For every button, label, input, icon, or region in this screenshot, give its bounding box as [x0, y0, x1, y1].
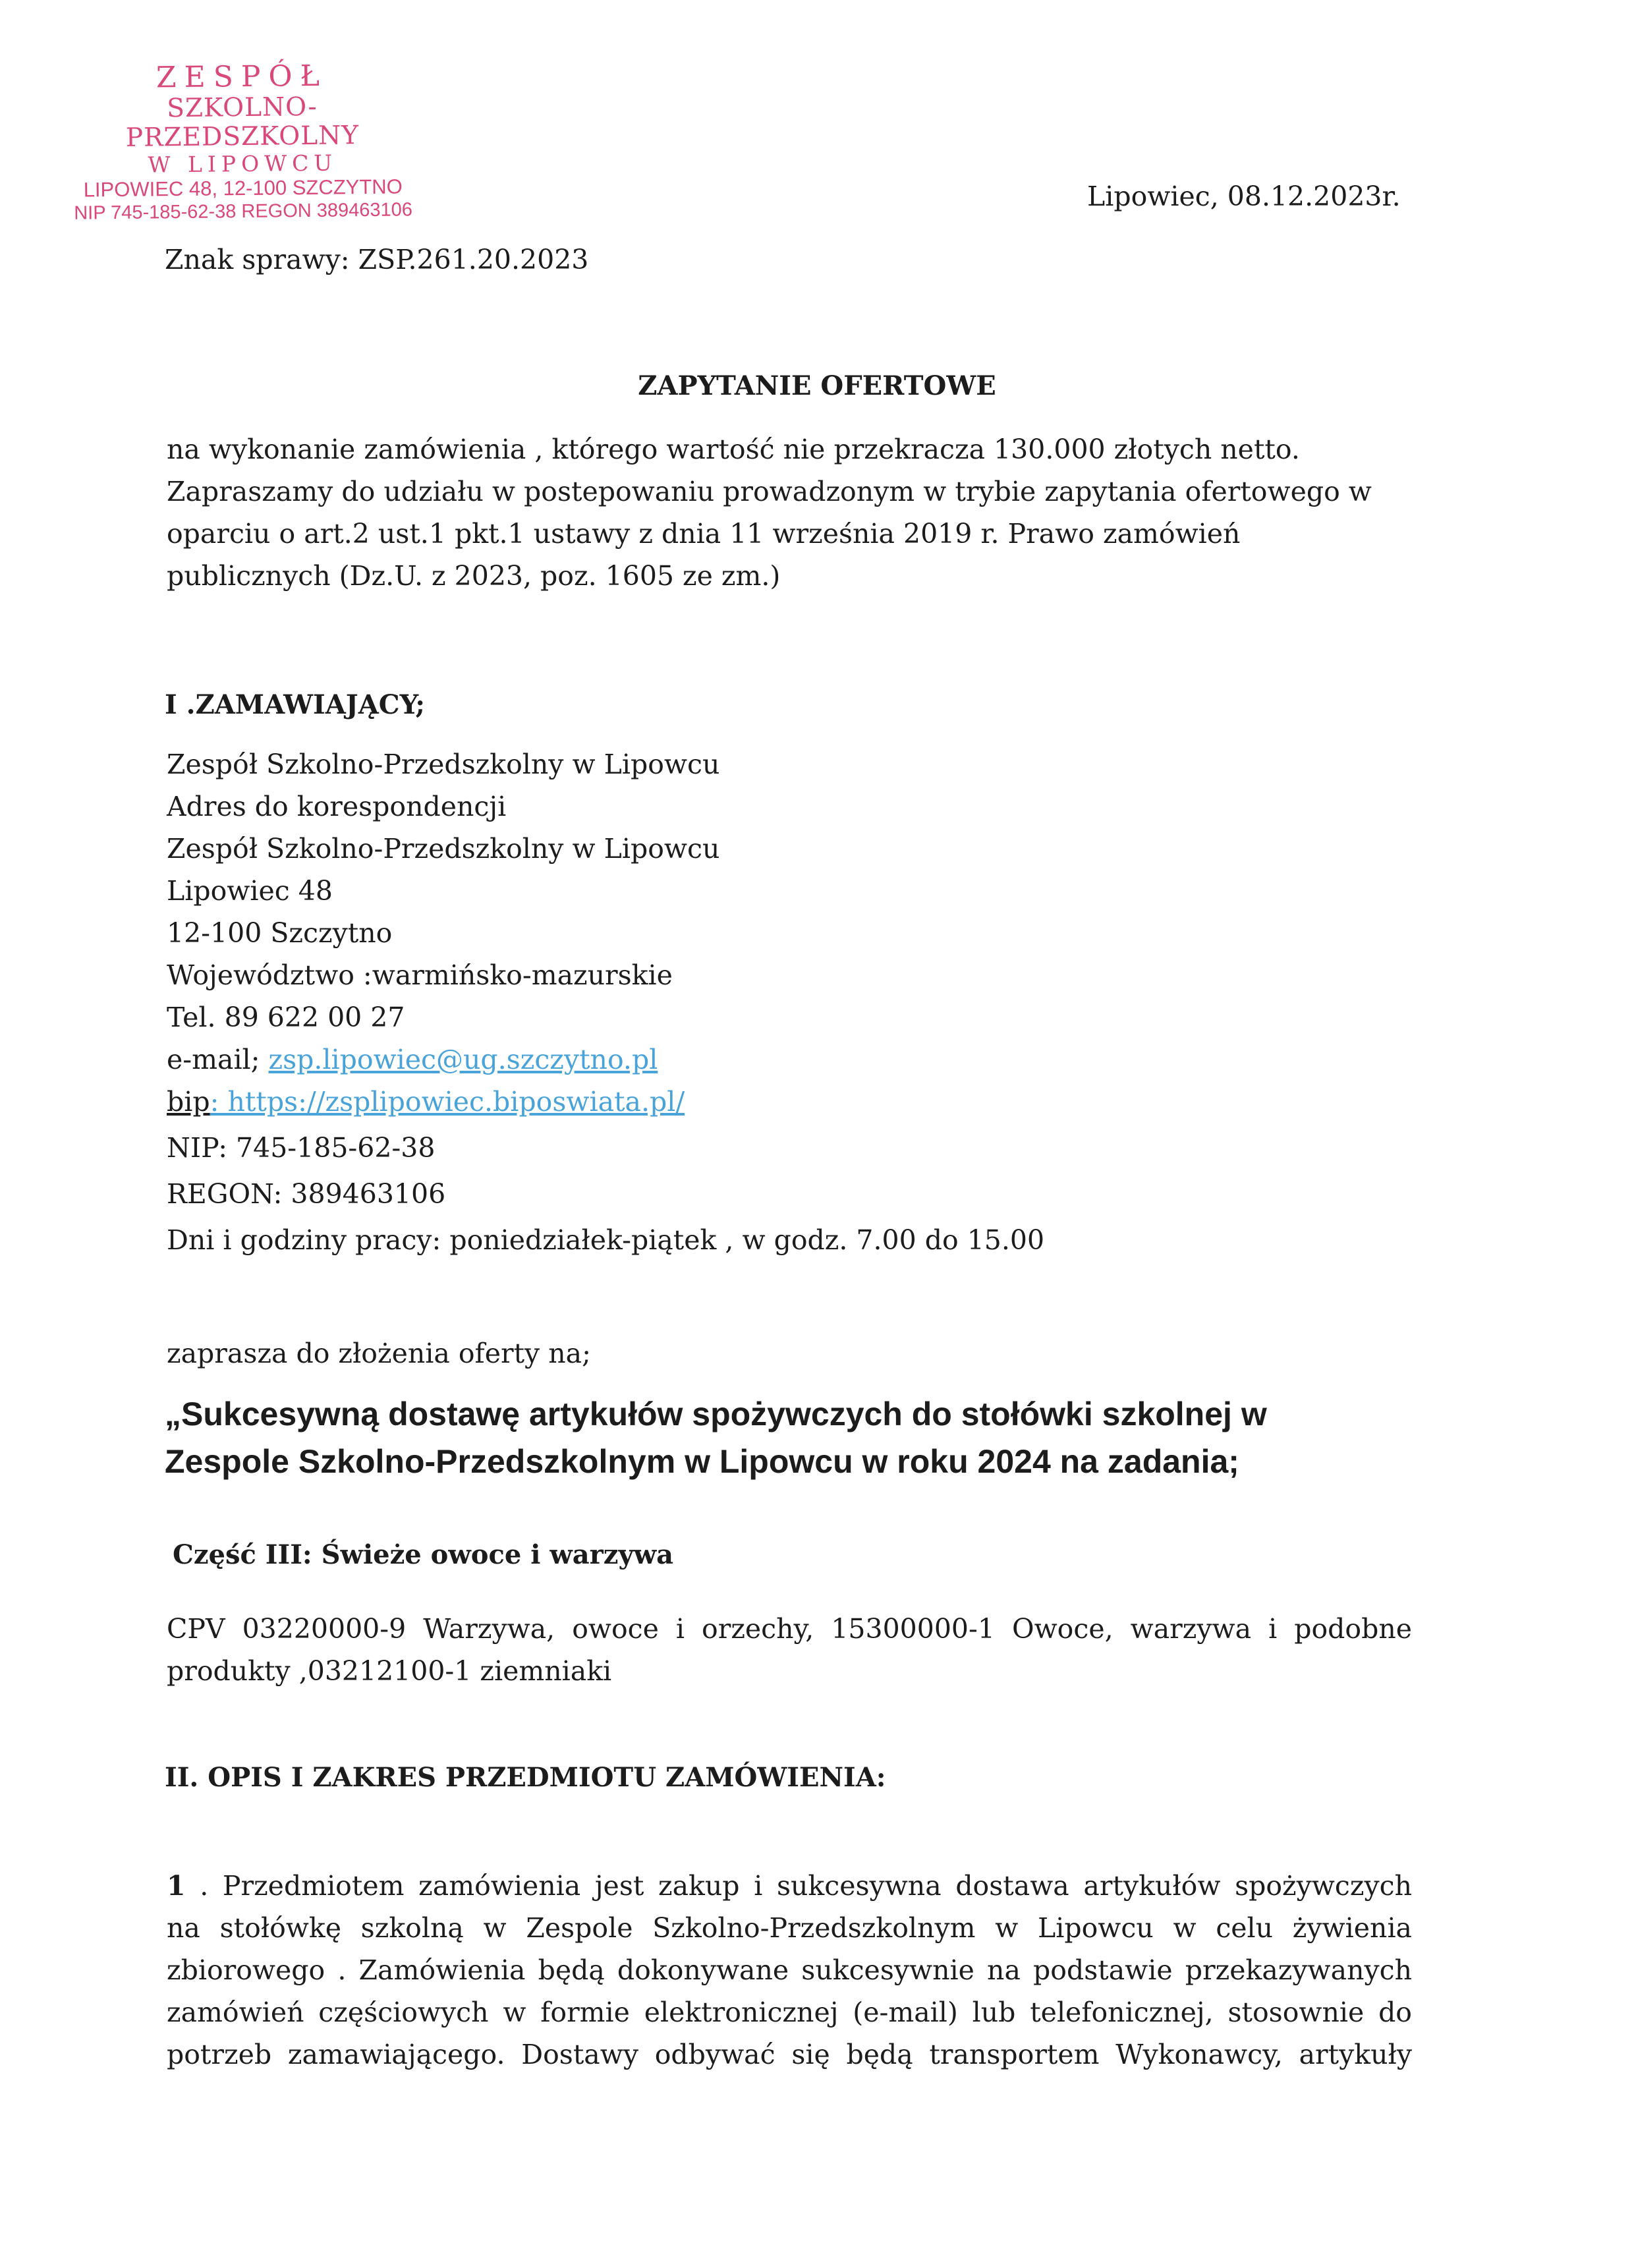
stamp-line-1: ZESPÓŁ: [155, 59, 328, 95]
intro-line: publicznych (Dz.U. z 2023, poz. 1605 ze zm.): [167, 560, 781, 592]
intro-line: oparciu o art.2 ust.1 pkt.1 ustawy z dnia 11 września 2019 r. Prawo zamówień: [167, 518, 1241, 550]
paragraph-line: zamówień częściowych w formie elektronicznej (e-mail) lub telefonicznej, stosownie do: [167, 1997, 1412, 2028]
stamp-line-4: LIPOWIEC 48, 12-100 SZCZYTNO: [83, 175, 403, 202]
nip: NIP: 745-185-62-38: [167, 1132, 436, 1164]
paragraph-line: [167, 1865, 1412, 1907]
section-2-heading: II. OPIS I ZAKRES PRZEDMIOTU ZAMÓWIENIA:: [165, 1762, 886, 1793]
order-subject: [165, 1390, 1267, 1485]
paragraph-line: potrzeb zamawiającego. Dostawy odbywać się będą transportem Wykonawcy, artykuły: [167, 2039, 1412, 2070]
paragraph-line: zbiorowego . Zamówienia będą dokonywane sukcesywnie na podstawie przekazywanych: [167, 1954, 1412, 1986]
section-2-paragraph: [167, 1865, 1412, 2076]
cpv-line: produkty ,03212100-1 ziemniaki: [167, 1655, 612, 1687]
subject-line: Zespole Szkolno-Przedszkolnym w Lipowcu w roku 2024 na zadania;: [165, 1443, 1239, 1480]
address-postal: 12-100 Szczytno: [167, 917, 393, 949]
address-street: Lipowiec 48: [167, 875, 333, 907]
school-stamp: [57, 59, 428, 225]
intro-paragraph: [167, 428, 1412, 597]
bip-label: bip: [167, 1086, 210, 1118]
cpv-paragraph: [167, 1608, 1412, 1692]
bip-link[interactable]: : https://zsplipowiec.biposwiata.pl/: [210, 1086, 685, 1118]
intro-line: Zapraszamy do udziału w postepowaniu prowadzonym w trybie zapytania ofertowego w: [167, 476, 1372, 507]
stamp-line-3: W LIPOWCU: [148, 150, 338, 178]
point-number: 1: [167, 1870, 186, 1902]
address-voivodeship: Województwo :warmińsko-mazurskie: [167, 959, 673, 991]
correspondence-name: Zespół Szkolno-Przedszkolny w Lipowcu: [167, 833, 720, 865]
intro-line: na wykonanie zamówienia , którego wartość nie przekracza 130.000 złotych netto.: [167, 434, 1300, 465]
page-title: ZAPYTANIE OFERTOWE: [638, 370, 996, 401]
case-number: Znak sprawy: ZSP.261.20.2023: [165, 244, 589, 275]
email-label: e-mail;: [167, 1044, 269, 1075]
regon: REGON: 389463106: [167, 1178, 446, 1210]
email-link[interactable]: zsp.lipowiec@ug.szczytno.pl: [268, 1044, 658, 1075]
subject-line: „Sukcesywną dostawę artykułów spożywczych do stołówki szkolnej w: [165, 1396, 1267, 1432]
paragraph-line-text: . Przedmiotem zamówienia jest zakup i sukcesywna dostawa artykułów spożywczych: [185, 1870, 1412, 1902]
email-row: [167, 1038, 1412, 1081]
contracting-authority-details: [167, 743, 1412, 1261]
part-heading: Część III: Świeże owoce i warzywa: [173, 1539, 674, 1570]
section-1-heading: I .ZAMAWIAJĄCY;: [165, 689, 425, 720]
phone: Tel. 89 622 00 27: [167, 1002, 405, 1033]
correspondence-label: Adres do korespondencji: [167, 791, 507, 822]
invitation-text: zaprasza do złożenia oferty na;: [167, 1338, 591, 1369]
cpv-line: CPV 03220000-9 Warzywa, owoce i orzechy, 15300000-1 Owoce, warzywa i podobne: [167, 1613, 1412, 1645]
stamp-line-2: SZKOLNO-PRZEDSZKOLNY: [125, 92, 360, 153]
authority-name: Zespół Szkolno-Przedszkolny w Lipowcu: [167, 749, 720, 780]
stamp-line-5: NIP 745-185-62-38 REGON 389463106: [74, 199, 413, 224]
bip-row: [167, 1081, 1412, 1123]
office-hours: Dni i godziny pracy: poniedziałek-piątek , w godz. 7.00 do 15.00: [167, 1224, 1045, 1256]
place-date: Lipowiec, 08.12.2023r.: [1087, 181, 1401, 212]
paragraph-line: na stołówkę szkolną w Zespole Szkolno-Przedszkolnym w Lipowcu w celu żywienia: [167, 1912, 1412, 1944]
